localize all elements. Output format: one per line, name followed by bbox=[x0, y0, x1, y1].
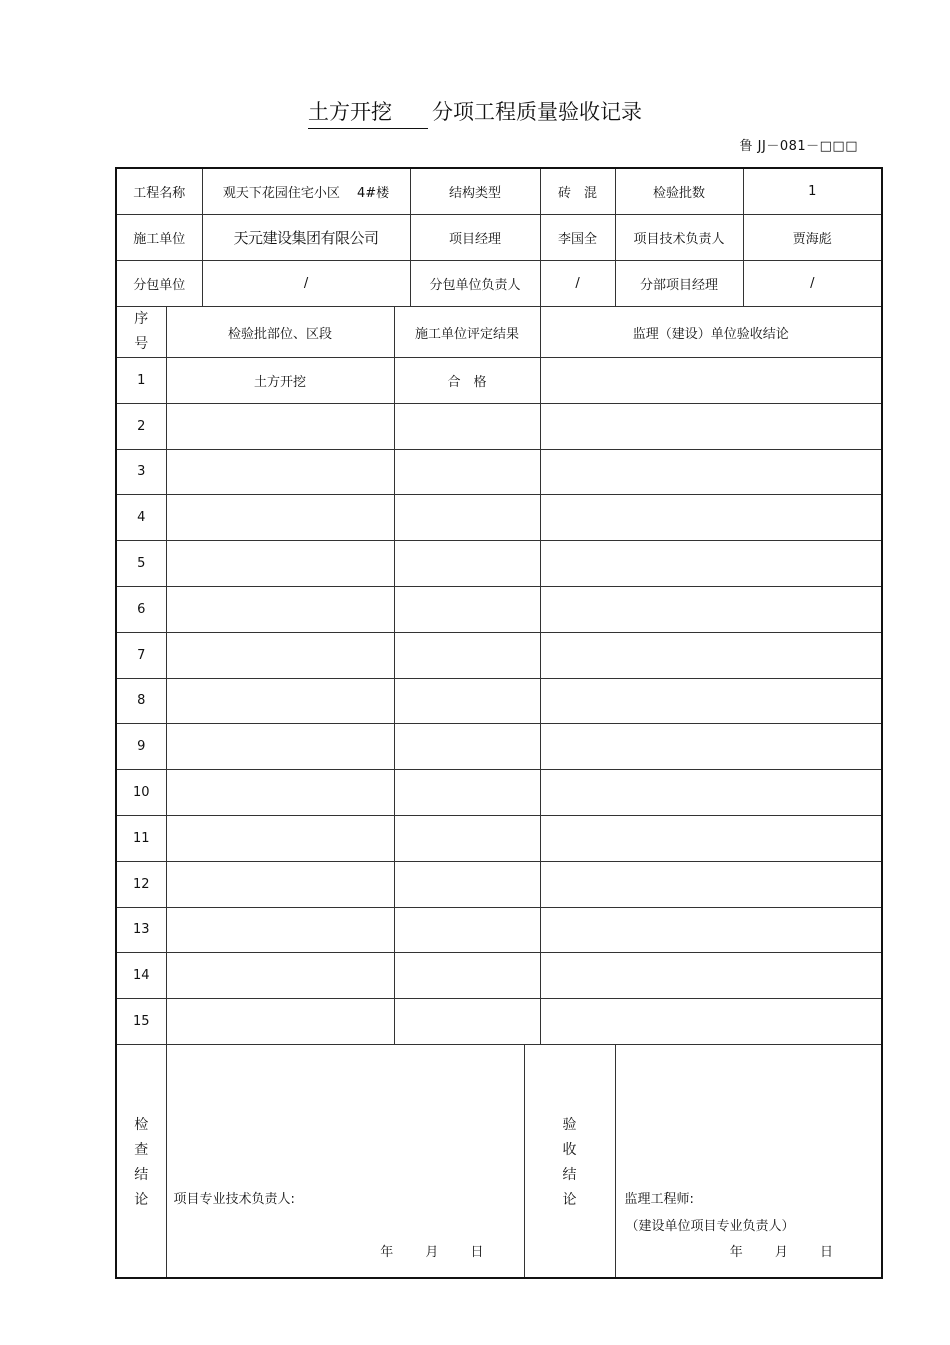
batch-count-label: 检验批数 bbox=[615, 168, 743, 215]
table-row bbox=[116, 403, 882, 449]
row-eval-result bbox=[394, 403, 540, 449]
row-number: 3 bbox=[116, 449, 166, 495]
accept-label-char: 验 bbox=[562, 1116, 577, 1133]
check-label-char: 论 bbox=[134, 1191, 149, 1208]
table-row bbox=[116, 815, 882, 861]
check-label-char: 查 bbox=[134, 1141, 149, 1158]
row-location bbox=[166, 586, 394, 632]
row-eval-result bbox=[394, 953, 540, 999]
check-label-char: 检 bbox=[134, 1116, 149, 1133]
subcontractor-label: 分包单位 bbox=[116, 261, 202, 307]
sub-manager: / bbox=[743, 261, 882, 307]
row-location bbox=[166, 541, 394, 587]
table-row bbox=[116, 495, 882, 541]
row-acceptance bbox=[540, 541, 882, 587]
row-eval-result bbox=[394, 724, 540, 770]
structure-type-label: 结构类型 bbox=[410, 168, 540, 215]
row-eval-result bbox=[394, 632, 540, 678]
seq-header bbox=[116, 307, 166, 358]
row-eval-result bbox=[394, 815, 540, 861]
row-location bbox=[166, 403, 394, 449]
row-number: 5 bbox=[116, 541, 166, 587]
row-number: 1 bbox=[116, 358, 166, 404]
row-number: 2 bbox=[116, 403, 166, 449]
table-row bbox=[116, 953, 882, 999]
row-location bbox=[166, 770, 394, 816]
sub-manager-label: 分部项目经理 bbox=[615, 261, 743, 307]
table-row bbox=[116, 358, 882, 404]
conclusion-row bbox=[116, 1044, 882, 1278]
row-acceptance bbox=[540, 586, 882, 632]
row-eval-result: 合 格 bbox=[394, 358, 540, 404]
row-number: 15 bbox=[116, 999, 166, 1045]
accept-label-char: 结 bbox=[562, 1166, 577, 1183]
form-code: 鲁 JJ－081－□□□ bbox=[739, 139, 858, 154]
row-location bbox=[166, 724, 394, 770]
column-header-row bbox=[116, 307, 882, 358]
row-acceptance bbox=[540, 724, 882, 770]
document-title bbox=[0, 96, 950, 129]
table-row bbox=[116, 770, 882, 816]
acceptance-record-table bbox=[115, 167, 883, 1279]
row-acceptance bbox=[540, 953, 882, 999]
structure-type: 砖 混 bbox=[540, 168, 615, 215]
info-row-subcontractor bbox=[116, 261, 882, 307]
batch-count: 1 bbox=[743, 168, 882, 215]
title-subitem: 土方开挖 bbox=[308, 96, 428, 129]
row-eval-result bbox=[394, 495, 540, 541]
table-row bbox=[116, 449, 882, 495]
table-row bbox=[116, 678, 882, 724]
location-header: 检验批部位、区段 bbox=[166, 307, 394, 358]
check-conclusion-label bbox=[117, 1113, 166, 1213]
row-acceptance bbox=[540, 999, 882, 1045]
row-location bbox=[166, 907, 394, 953]
acceptance-header: 监理（建设）单位验收结论 bbox=[540, 307, 882, 358]
row-location bbox=[166, 815, 394, 861]
row-acceptance bbox=[540, 358, 882, 404]
row-number: 13 bbox=[116, 907, 166, 953]
accept-signer: 监理工程师: bbox=[624, 1191, 694, 1207]
eval-header: 施工单位评定结果 bbox=[394, 307, 540, 358]
row-eval-result bbox=[394, 449, 540, 495]
row-number: 7 bbox=[116, 632, 166, 678]
row-location bbox=[166, 678, 394, 724]
row-acceptance bbox=[540, 403, 882, 449]
accept-signer-note: （建设单位项目专业负责人） bbox=[625, 1218, 795, 1234]
row-number: 14 bbox=[116, 953, 166, 999]
row-eval-result bbox=[394, 541, 540, 587]
info-row-contractor bbox=[116, 215, 882, 261]
row-acceptance bbox=[540, 907, 882, 953]
accept-date: 年 月 日 bbox=[729, 1244, 834, 1260]
row-location: 土方开挖 bbox=[166, 358, 394, 404]
row-eval-result bbox=[394, 770, 540, 816]
row-location bbox=[166, 495, 394, 541]
info-row-project bbox=[116, 168, 882, 215]
row-acceptance bbox=[540, 495, 882, 541]
row-eval-result bbox=[394, 678, 540, 724]
contractor-label: 施工单位 bbox=[116, 215, 202, 261]
row-location bbox=[166, 861, 394, 907]
row-number: 4 bbox=[116, 495, 166, 541]
check-signer: 项目专业技术负责人: bbox=[173, 1191, 295, 1207]
accept-label-char: 论 bbox=[562, 1191, 577, 1208]
accept-conclusion-label bbox=[525, 1113, 615, 1213]
row-number: 12 bbox=[116, 861, 166, 907]
row-eval-result bbox=[394, 586, 540, 632]
seq-header-bottom: 号 bbox=[134, 336, 149, 352]
table-row bbox=[116, 861, 882, 907]
row-location bbox=[166, 999, 394, 1045]
tech-lead-label: 项目技术负责人 bbox=[615, 215, 743, 261]
table-row bbox=[116, 724, 882, 770]
row-eval-result bbox=[394, 861, 540, 907]
accept-label-char: 收 bbox=[562, 1141, 577, 1158]
check-conclusion-label-cell bbox=[116, 1044, 166, 1278]
record-rows bbox=[116, 358, 882, 1045]
table-row bbox=[116, 999, 882, 1045]
check-conclusion-box bbox=[166, 1044, 524, 1278]
row-acceptance bbox=[540, 632, 882, 678]
row-acceptance bbox=[540, 815, 882, 861]
accept-conclusion-label-cell bbox=[524, 1044, 615, 1278]
table-row bbox=[116, 586, 882, 632]
check-label-char: 结 bbox=[134, 1166, 149, 1183]
row-eval-result bbox=[394, 907, 540, 953]
table-row bbox=[116, 541, 882, 587]
row-number: 8 bbox=[116, 678, 166, 724]
accept-conclusion-box bbox=[615, 1044, 882, 1278]
sub-lead: / bbox=[540, 261, 615, 307]
row-location bbox=[166, 449, 394, 495]
check-date: 年 月 日 bbox=[380, 1244, 484, 1260]
project-manager: 李国全 bbox=[540, 215, 615, 261]
row-acceptance bbox=[540, 449, 882, 495]
row-acceptance bbox=[540, 678, 882, 724]
row-number: 9 bbox=[116, 724, 166, 770]
contractor: 天元建设集团有限公司 bbox=[202, 215, 410, 261]
title-suffix: 分项工程质量验收记录 bbox=[432, 100, 642, 124]
row-acceptance bbox=[540, 770, 882, 816]
row-eval-result bbox=[394, 999, 540, 1045]
project-manager-label: 项目经理 bbox=[410, 215, 540, 261]
row-number: 11 bbox=[116, 815, 166, 861]
row-number: 10 bbox=[116, 770, 166, 816]
sub-lead-label: 分包单位负责人 bbox=[410, 261, 540, 307]
row-location bbox=[166, 632, 394, 678]
subcontractor: / bbox=[202, 261, 410, 307]
project-name-label: 工程名称 bbox=[116, 168, 202, 215]
project-name: 观天下花园住宅小区 4#楼 bbox=[202, 168, 410, 215]
row-acceptance bbox=[540, 861, 882, 907]
table-row bbox=[116, 632, 882, 678]
table-row bbox=[116, 907, 882, 953]
row-number: 6 bbox=[116, 586, 166, 632]
row-location bbox=[166, 953, 394, 999]
tech-lead: 贾海彪 bbox=[743, 215, 882, 261]
seq-header-top: 序 bbox=[134, 311, 149, 327]
